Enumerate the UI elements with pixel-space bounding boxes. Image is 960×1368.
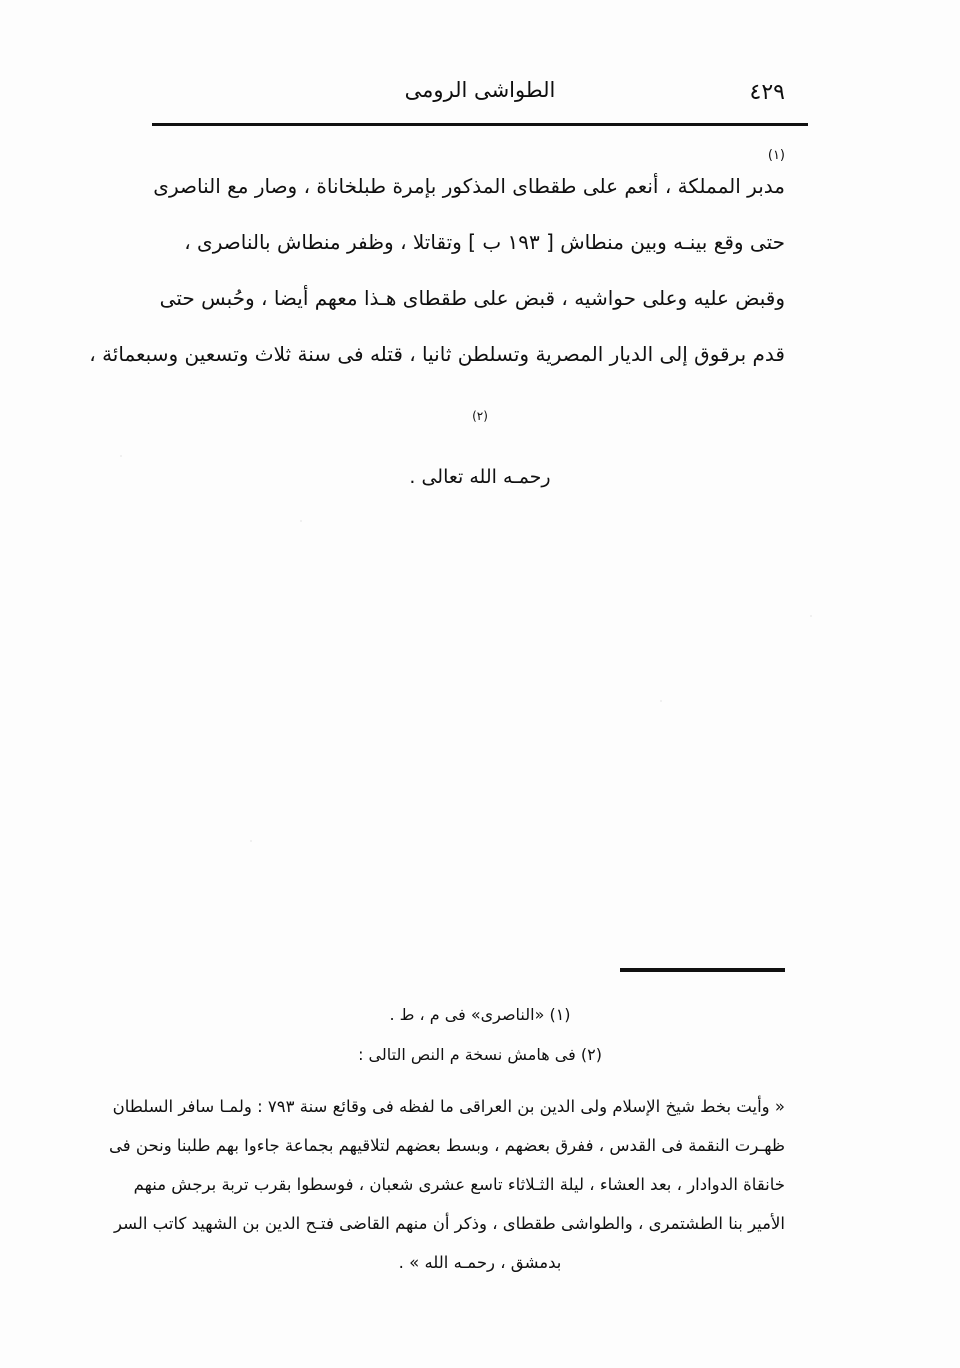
page-title: الطواشى الرومى: [404, 78, 556, 102]
body-line-text: مدبر المملكة ، أنعم على طقطاى المذكور بإمرة طبلخاناة ، وصار مع الناصرى: [153, 174, 785, 198]
body-line-text: قدم برقوق إلى الديار المصرية وتسلطن ثانيا ، قتله فى سنة ثلاث وتسعين وسبعمائة ،: [89, 342, 785, 366]
footnote-quote-line: [109, 1126, 785, 1165]
footnote-quote: [109, 1087, 785, 1282]
body-line-text: وقبض عليه وعلى حواشيه ، قبض على طقطاى هـذا معهم أيضا ، وحُبس حتى: [159, 286, 785, 310]
footnote-ref-1: (١): [767, 148, 785, 163]
footnote-divider: [620, 968, 785, 972]
body-line: [159, 270, 785, 326]
body-line: [175, 214, 785, 270]
page-header: [175, 78, 785, 118]
body-line-final: [175, 388, 785, 505]
header-divider: [152, 123, 808, 126]
footnote-item: (١) «الناصرى» فى م ، ط .: [389, 1005, 571, 1024]
footnote-quote-text: بدمشق ، رحمـه الله » .: [398, 1253, 562, 1272]
footnote-quote-text: « وأيت بخط شيخ الإسلام ولى الدين بن العراقى ما لفظه فى وقائع سنة ٧٩٣ : ولمـا سافر السلطان: [112, 1097, 785, 1116]
footnote-quote-text: الأمير بنا الطشتمرى ، والطواشى طقطاى ، وذكر أن منهم القاضى فتـح الدين بن الشهيد كاتب السر: [114, 1214, 785, 1233]
footnote-quote-text: خانقاة الدوادار ، بعد العشاء ، ليلة الثـلاثاء تاسع عشرى شعبان ، فوسطوا بقرب تربة برجش منهم: [133, 1175, 785, 1194]
paper-speckle: [120, 455, 122, 457]
paper-speckle: [660, 700, 662, 702]
paper-speckle: [300, 520, 302, 522]
footnote-section: [109, 995, 785, 1282]
footnote-quote-line: [175, 1243, 785, 1282]
page-number: ٤٢٩: [749, 80, 785, 105]
footnote-quote-line: [112, 1087, 785, 1126]
body-line-text: حتى وقع بينـه وبين منطاش [ ١٩٣ ب ] وتقاتلا ، وظفر منطاش بالناصرى ،: [184, 230, 785, 254]
body-line-text: رحمـه الله تعالى .: [409, 466, 551, 489]
body-text: [89, 158, 785, 505]
footnote-quote-text: ظهـرت النقمة فى القدس ، ففرق بعضهم ، وبسط بعضهم لتلاقيهم بجماعة جاءوا بهم طلبنا ونحن فى: [109, 1136, 785, 1155]
footnote-quote-line: [133, 1165, 785, 1204]
body-line: [89, 326, 785, 382]
footnote-quote-line: [114, 1204, 785, 1243]
body-line: [153, 158, 785, 214]
footnote-item: (٢) فى هامش نسخة م النص التالى :: [358, 1045, 602, 1064]
paper-speckle: [810, 615, 812, 617]
footnote-ref-2: (٢): [472, 409, 488, 423]
paper-speckle: [250, 840, 252, 842]
